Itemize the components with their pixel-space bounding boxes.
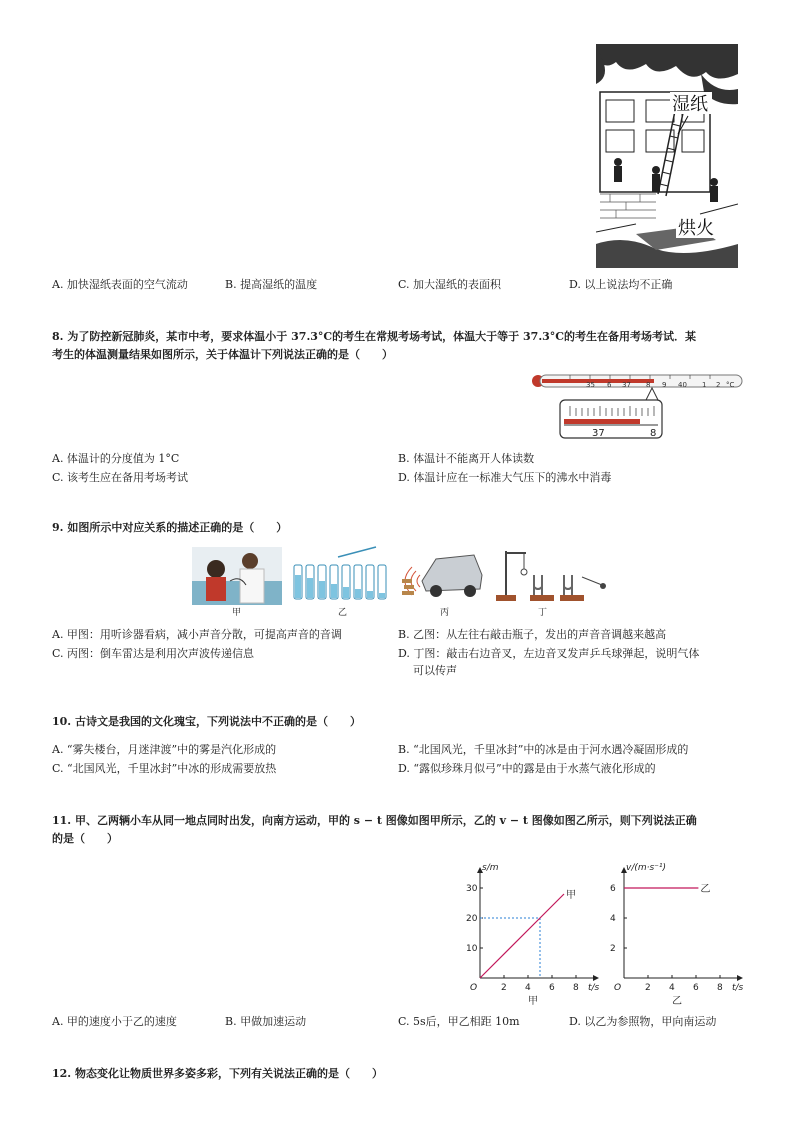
y-tick-label-yi: 2 [610, 944, 616, 954]
q9-option-b[interactable]: B. 乙图：从左往右敲击瓶子，发出的声音音调越来越高 [398, 628, 667, 641]
thermo-tick-42: 2 [716, 381, 721, 389]
thermo-tick-40: 40 [678, 381, 687, 389]
fig-label-bing: 丙 [440, 608, 450, 617]
label-fire: 烘火 [678, 218, 714, 239]
y-axis-label-yi: v/(m·s⁻¹) [626, 863, 667, 873]
thermo-tick-36: 6 [607, 381, 612, 389]
q7-option-c[interactable]: C. 加大湿纸的表面积 [398, 278, 502, 291]
q9-option-c[interactable]: C. 丙图：倒车雷达是利用次声波传递信息 [52, 647, 255, 660]
q8-stem-line1: 8. 为了防控新冠肺炎，某市中考，要求体温小于 37.3°C的考生在常规考场考试，体温大于等于 37.3°C的考生在备用考场考试．某 [52, 330, 697, 343]
y-axis-label-jia: s/m [482, 863, 499, 873]
q9-option-d[interactable]: D. 丁图：敲击右边音叉，左边音叉发声乒乓球弹起，说明气体 [398, 647, 700, 660]
q10-option-b[interactable]: B. “北国风光，千里冰封”中的冰是由于河水遇冷凝固形成的 [398, 743, 689, 756]
graph-caption-yi: 乙 [672, 996, 682, 1007]
series-label-jia: 甲 [566, 890, 576, 901]
q7-option-a[interactable]: A. 加快湿纸表面的空气流动 [52, 278, 188, 291]
q10-option-c[interactable]: C. “北国风光，千里冰封”中冰的形成需要放热 [52, 762, 277, 775]
q9-stem: 9. 如图所示中对应关系的描述正确的是（ ） [52, 521, 288, 534]
q11-graphs [458, 850, 748, 1010]
q7-option-d[interactable]: D. 以上说法均不正确 [569, 278, 673, 291]
x-tick-label-yi: O [614, 983, 622, 993]
x-tick-label-yi: 8 [717, 983, 723, 993]
q10-option-a[interactable]: A. “雾失楼台，月迷津渡”中的雾是汽化形成的 [52, 743, 277, 756]
thermometer-figure [530, 372, 744, 440]
q11-stem-line1: 11. 甲、乙两辆小车从同一地点同时出发，向南方运动，甲的 s − t 图像如图甲所示，乙的 v − t 图像如图乙所示，则下列说法正确 [52, 814, 697, 827]
q11-option-d[interactable]: D. 以乙为参照物，甲向南运动 [569, 1015, 717, 1028]
x-axis-label-jia: t/s [588, 983, 600, 993]
graph-caption-jia: 甲 [528, 996, 538, 1007]
thermo-tick-39: 9 [662, 381, 667, 389]
fig-label-yi: 乙 [338, 608, 348, 617]
q9-figures [190, 545, 610, 617]
x-tick-label-jia: 2 [501, 983, 507, 993]
q7-option-b[interactable]: B. 提高湿纸的温度 [225, 278, 318, 291]
x-tick-label-yi: 2 [645, 983, 651, 993]
chart-yi [610, 863, 744, 1007]
y-tick-label-jia: 10 [466, 944, 478, 954]
y-tick-label-yi: 4 [610, 914, 616, 924]
fig-label-jia: 甲 [232, 608, 242, 617]
q8-option-c[interactable]: C. 该考生应在备用考场考试 [52, 471, 189, 484]
q12-stem: 12. 物态变化让物质世界多姿多彩，下列有关说法正确的是（ ） [52, 1067, 383, 1080]
y-tick-label-yi: 6 [610, 884, 616, 894]
x-tick-label-jia: O [470, 983, 478, 993]
x-tick-label-yi: 6 [693, 983, 699, 993]
q8-option-b[interactable]: B. 体温计不能离开人体读数 [398, 452, 535, 465]
q10-stem: 10. 古诗文是我国的文化瑰宝，下列说法中不正确的是（ ） [52, 715, 361, 728]
q8-stem-line2: 考生的体温测量结果如图所示，关于体温计下列说法正确的是（ ） [52, 348, 393, 361]
thermo-tick-35: 35 [586, 381, 595, 389]
q9-option-d-cont: 可以传声 [413, 664, 457, 677]
q11-option-c[interactable]: C. 5s后，甲乙相距 10m [398, 1015, 520, 1028]
thermo-tick-41: 1 [702, 381, 707, 389]
paper-drying-illustration [596, 44, 738, 268]
chart-jia [466, 863, 600, 1007]
q10-option-d[interactable]: D. “露似珍珠月似弓”中的露是由于水蒸气液化形成的 [398, 762, 656, 775]
thermo-unit: °C [726, 381, 735, 389]
label-wet-paper: 湿纸 [672, 94, 708, 115]
x-tick-label-jia: 4 [525, 983, 531, 993]
thermo-tick-37: 37 [622, 381, 631, 389]
series-line-jia [480, 894, 564, 978]
x-tick-label-jia: 8 [573, 983, 579, 993]
q11-stem-line2: 的是（ ） [52, 832, 118, 845]
thermo-tick-38: 8 [646, 381, 651, 389]
series-label-yi: 乙 [700, 884, 711, 895]
q8-option-d[interactable]: D. 体温计应在一标准大气压下的沸水中消毒 [398, 471, 612, 484]
y-tick-label-jia: 20 [466, 914, 478, 924]
x-tick-label-yi: 4 [669, 983, 675, 993]
x-axis-label-yi: t/s [732, 983, 744, 993]
y-tick-label-jia: 30 [466, 884, 478, 894]
zoom-label-37: 37 [592, 428, 605, 439]
zoom-label-38: 8 [650, 428, 657, 439]
q8-option-a[interactable]: A. 体温计的分度值为 1°C [52, 452, 180, 465]
q11-option-b[interactable]: B. 甲做加速运动 [225, 1015, 307, 1028]
x-tick-label-jia: 6 [549, 983, 555, 993]
q11-option-a[interactable]: A. 甲的速度小于乙的速度 [52, 1015, 177, 1028]
fig-label-ding: 丁 [538, 608, 548, 617]
q9-option-a[interactable]: A. 甲图：用听诊器看病，减小声音分散，可提高声音的音调 [52, 628, 342, 641]
